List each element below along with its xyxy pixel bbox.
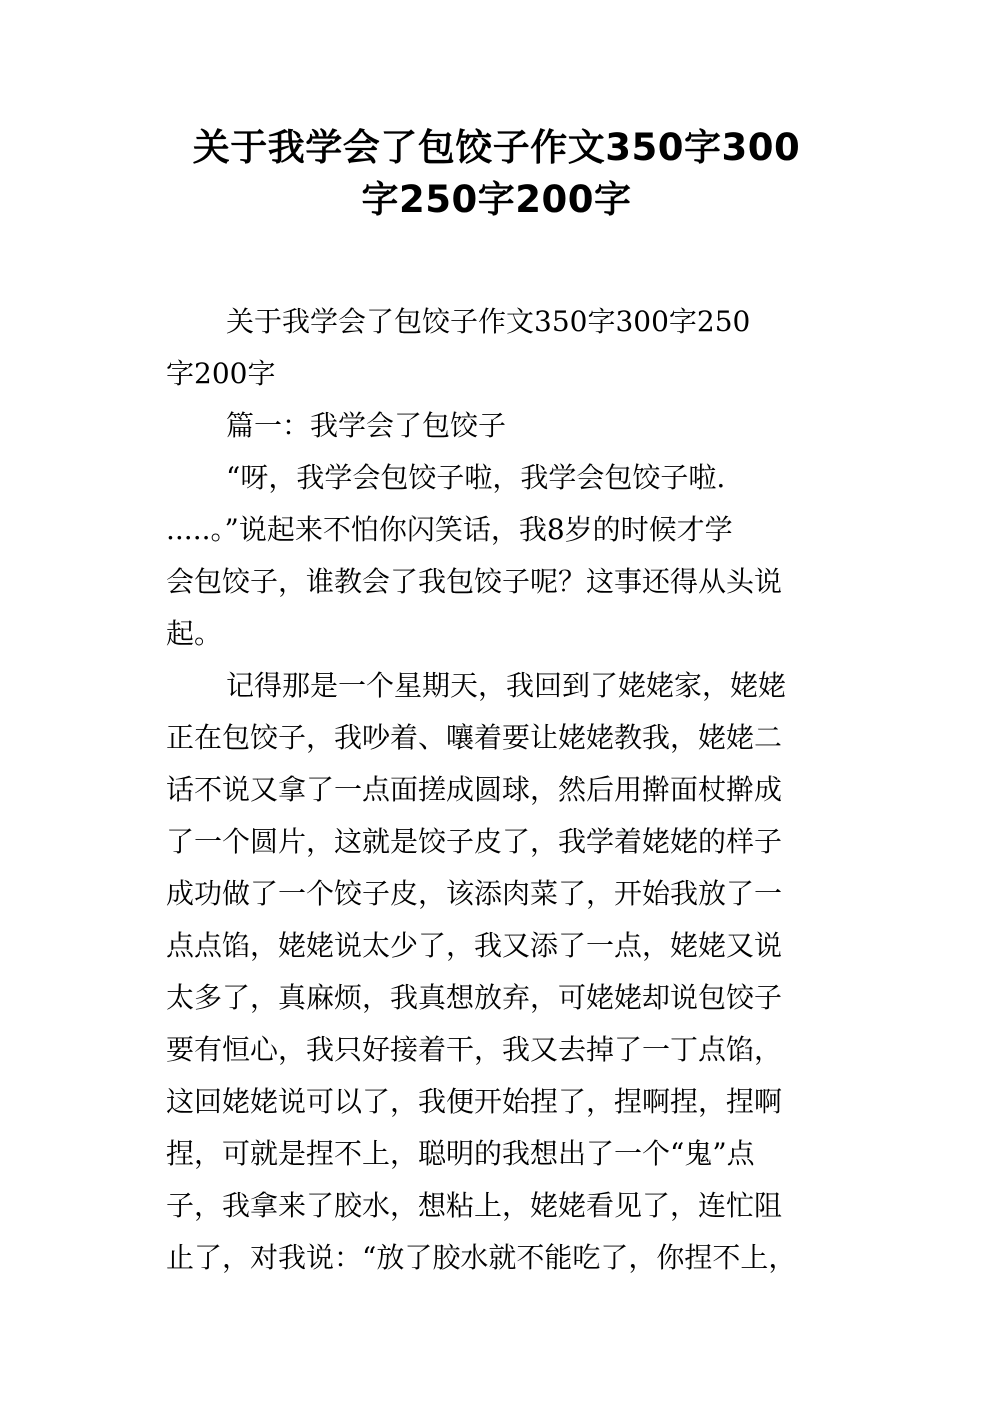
body-paragraph <box>166 452 830 660</box>
text-line: 关于我学会了包饺子作文350字300字250 <box>226 305 751 338</box>
text-line: 捏，可就是捏不上，聪明的我想出了一个“鬼”点 <box>166 1137 755 1170</box>
document-title <box>150 122 843 226</box>
text-line: “呀，我学会包饺子啦，我学会包饺子啦. <box>226 461 726 494</box>
text-line: 止了，对我说：“放了胶水就不能吃了，你捏不上， <box>166 1241 797 1274</box>
text-line: 字200字 <box>166 357 276 390</box>
title-line-1: 关于我学会了包饺子作文350字300 <box>192 126 801 169</box>
title-line-2: 字250字200字 <box>361 178 632 221</box>
text-line: 太多了，真麻烦，我真想放弃，可姥姥却说包饺子 <box>166 981 783 1014</box>
intro-paragraph <box>166 296 830 400</box>
text-line: 篇一：我学会了包饺子 <box>226 409 507 442</box>
text-line: 要有恒心，我只好接着干，我又去掉了一丁点馅， <box>166 1033 783 1066</box>
text-line: 记得那是一个星期天，我回到了姥姥家，姥姥 <box>226 669 787 702</box>
text-line: 了一个圆片，这就是饺子皮了，我学着姥姥的样子 <box>166 825 783 858</box>
text-line: 会包饺子，谁教会了我包饺子呢？这事还得从头说 <box>166 565 783 598</box>
text-line: 正在包饺子，我吵着、嚷着要让姥姥教我，姥姥二 <box>166 721 783 754</box>
text-line: 子，我拿来了胶水，想粘上，姥姥看见了，连忙阻 <box>166 1189 783 1222</box>
text-line: 点点馅，姥姥说太少了，我又添了一点，姥姥又说 <box>166 929 783 962</box>
section-heading <box>166 400 830 452</box>
text-line: 话不说又拿了一点面搓成圆球，然后用擀面杖擀成 <box>166 773 783 806</box>
text-line: 起。 <box>166 617 223 650</box>
text-line: .....。”说起来不怕你闪笑话，我8岁的时候才学 <box>166 513 733 546</box>
text-line: 这回姥姥说可以了，我便开始捏了，捏啊捏，捏啊 <box>166 1085 783 1118</box>
text-line: 成功做了一个饺子皮，该添肉菜了，开始我放了一 <box>166 877 783 910</box>
body-paragraph <box>166 660 830 1284</box>
document-body <box>166 296 830 1284</box>
